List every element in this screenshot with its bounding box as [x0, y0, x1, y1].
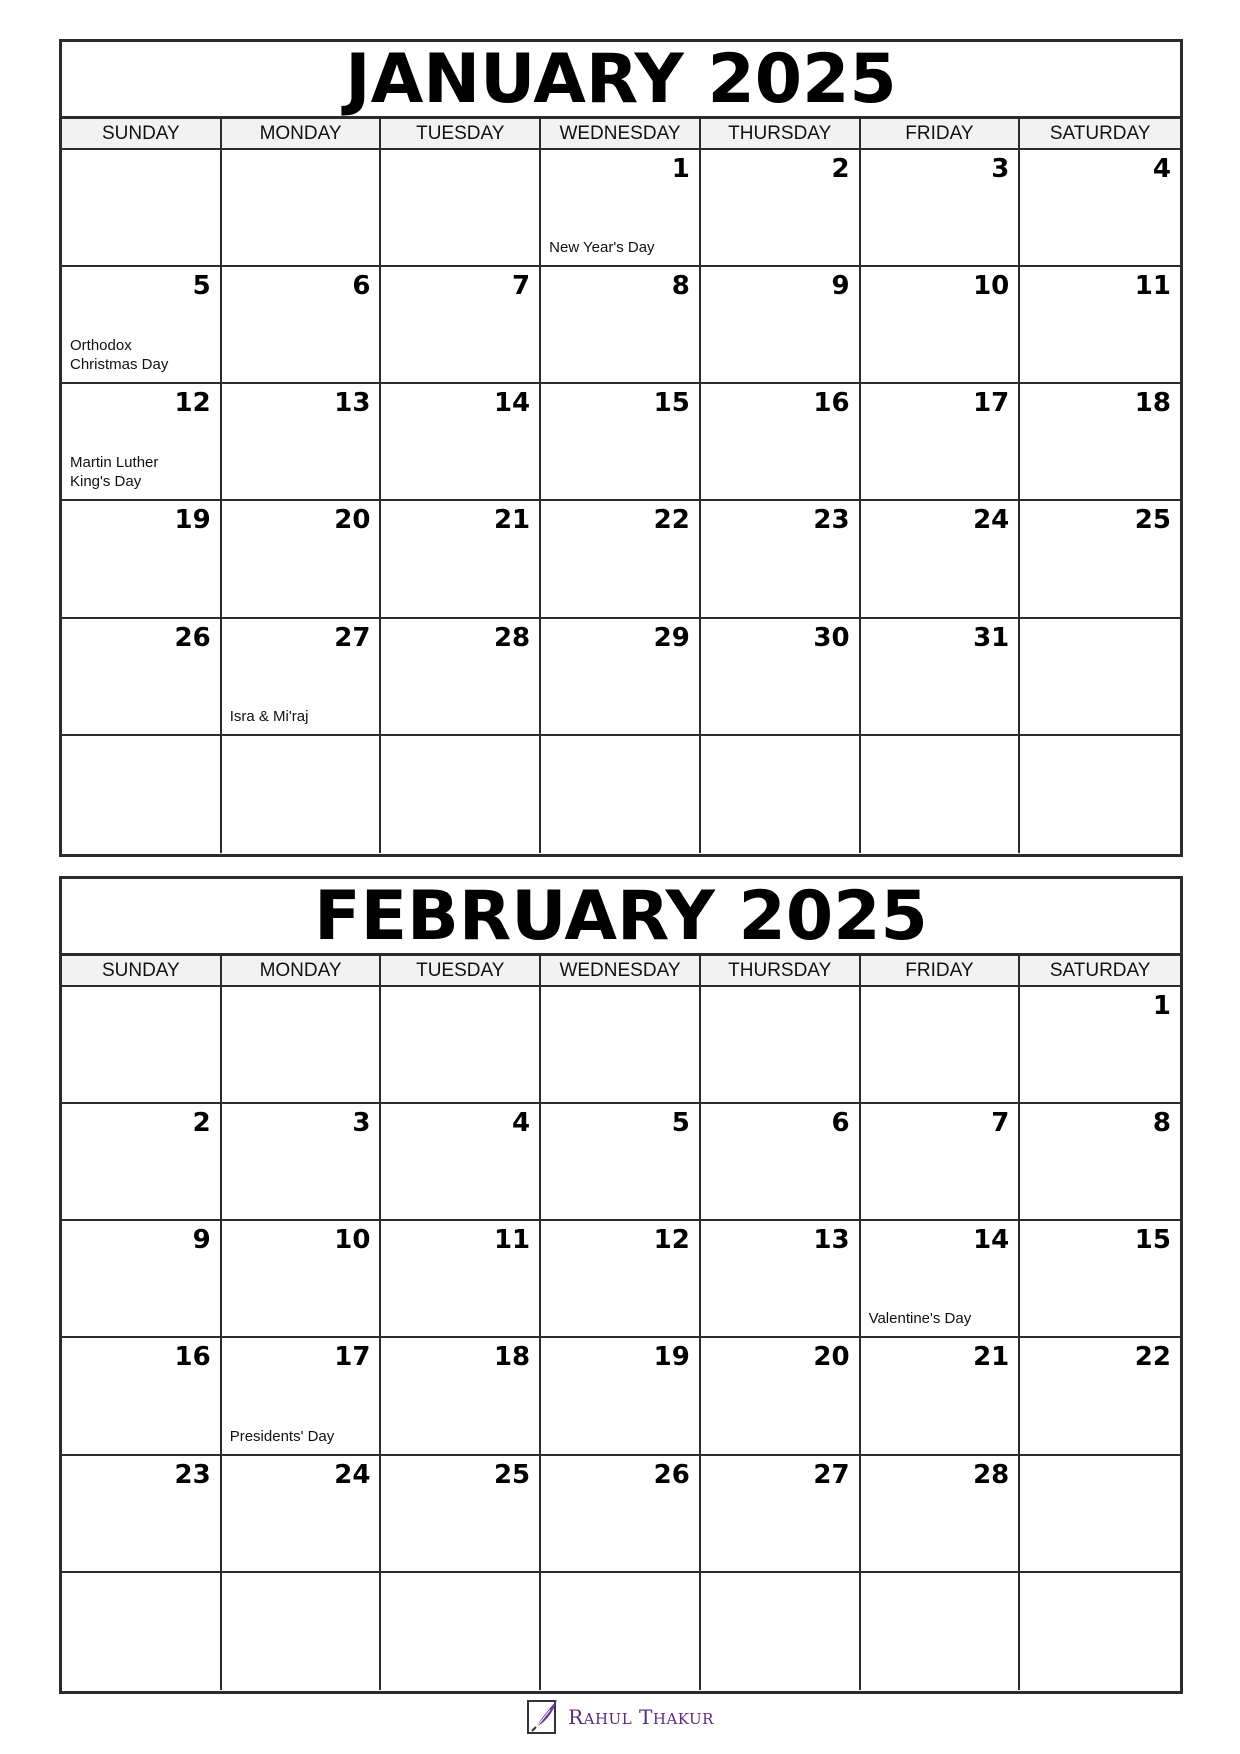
day-cell: [861, 1338, 1021, 1455]
day-cell: [541, 1221, 701, 1338]
day-number: 17: [334, 1342, 371, 1373]
day-number: 11: [1134, 271, 1171, 302]
empty-day-cell: [1020, 1456, 1180, 1573]
day-cell: [701, 384, 861, 501]
day-grid: [62, 150, 1180, 853]
day-cell: [1020, 1221, 1180, 1338]
day-number: 10: [973, 271, 1010, 302]
empty-day-cell: [861, 1573, 1021, 1690]
day-cell: [701, 1338, 861, 1455]
day-number: 18: [493, 1342, 531, 1373]
day-number: 27: [334, 622, 371, 653]
weekday-thursday: THURSDAY: [701, 119, 861, 148]
empty-day-cell: [381, 987, 541, 1104]
day-number: 28: [973, 1459, 1010, 1490]
day-number: 23: [813, 505, 850, 536]
day-cell: [861, 501, 1021, 618]
day-number: 8: [671, 271, 690, 302]
day-cell: [861, 1104, 1021, 1221]
day-number: 13: [334, 388, 371, 419]
empty-day-cell: [541, 987, 701, 1104]
day-number: 3: [352, 1108, 371, 1139]
holiday-label: Isra & Mi'raj: [229, 707, 309, 725]
empty-day-cell: [1020, 1573, 1180, 1690]
holiday-label: Martin Luther King's Day: [70, 454, 159, 491]
empty-day-cell: [1020, 619, 1180, 736]
day-cell: [701, 267, 861, 384]
day-number: 20: [334, 505, 371, 536]
day-cell: [381, 1221, 541, 1338]
day-number: 8: [1152, 1108, 1171, 1139]
day-cell: [222, 1456, 382, 1573]
day-cell: [701, 150, 861, 267]
empty-day-cell: [381, 736, 541, 853]
day-cell: [541, 619, 701, 736]
holiday-label: New Year's Day: [549, 239, 655, 257]
day-number: 19: [653, 1342, 690, 1373]
day-number: 30: [813, 622, 850, 653]
day-cell: [222, 501, 382, 618]
empty-day-cell: [62, 736, 222, 853]
weekday-thursday: THURSDAY: [701, 956, 861, 985]
day-cell: [861, 1221, 1021, 1338]
day-cell: [701, 1104, 861, 1221]
brand-name: [568, 1705, 714, 1729]
day-cell: [1020, 1338, 1180, 1455]
day-number: 10: [334, 1225, 371, 1256]
day-number: 9: [831, 271, 850, 302]
empty-day-cell: [222, 736, 382, 853]
day-number: 5: [192, 271, 211, 302]
day-number: 2: [192, 1108, 211, 1139]
day-cell: [541, 384, 701, 501]
empty-day-cell: [701, 987, 861, 1104]
empty-day-cell: [62, 987, 222, 1104]
day-number: 21: [493, 505, 531, 536]
holiday-label: Orthodox Christmas Day: [70, 337, 169, 374]
day-number: 15: [1134, 1225, 1171, 1256]
weekday-monday: MONDAY: [222, 119, 382, 148]
day-cell: [62, 1338, 222, 1455]
weekday-sunday: SUNDAY: [62, 119, 222, 148]
day-cell: [701, 1221, 861, 1338]
day-number: 20: [813, 1342, 850, 1373]
day-cell: [222, 1221, 382, 1338]
day-cell: [222, 1338, 382, 1455]
weekday-wednesday: WEDNESDAY: [541, 956, 701, 985]
holiday-label: Presidents' Day: [229, 1427, 335, 1445]
day-cell: [541, 1104, 701, 1221]
day-cell: [381, 501, 541, 618]
empty-day-cell: [381, 1573, 541, 1690]
day-cell: [62, 1221, 222, 1338]
day-cell: [381, 384, 541, 501]
empty-day-cell: [701, 1573, 861, 1690]
day-number: 16: [813, 388, 850, 419]
day-cell: [381, 1104, 541, 1221]
day-cell: [541, 1338, 701, 1455]
weekday-tuesday: TUESDAY: [381, 119, 541, 148]
day-cell: [222, 1104, 382, 1221]
day-cell: [861, 267, 1021, 384]
day-cell: [1020, 501, 1180, 618]
weekday-friday: FRIDAY: [861, 956, 1021, 985]
day-cell: [62, 1456, 222, 1573]
day-number: 13: [813, 1225, 850, 1256]
brand-footer: [0, 1697, 1240, 1737]
weekday-wednesday: WEDNESDAY: [541, 119, 701, 148]
day-number: 15: [653, 388, 690, 419]
day-cell: [1020, 987, 1180, 1104]
day-number: 23: [174, 1459, 211, 1490]
day-number: 12: [174, 388, 211, 419]
day-cell: [62, 384, 222, 501]
day-number: 25: [493, 1459, 531, 1490]
empty-day-cell: [861, 987, 1021, 1104]
day-number: 22: [1134, 1342, 1171, 1373]
day-cell: [861, 1456, 1021, 1573]
day-number: 24: [334, 1459, 371, 1490]
day-cell: [541, 501, 701, 618]
empty-day-cell: [222, 987, 382, 1104]
calendar-february: [59, 876, 1183, 1694]
day-number: 19: [174, 505, 211, 536]
day-cell: [381, 1456, 541, 1573]
empty-day-cell: [701, 736, 861, 853]
day-number: 6: [352, 271, 371, 302]
day-grid: [62, 987, 1180, 1690]
day-number: 31: [973, 622, 1010, 653]
day-number: 17: [973, 388, 1010, 419]
day-cell: [861, 150, 1021, 267]
day-number: 25: [1134, 505, 1171, 536]
day-number: 1: [671, 154, 690, 184]
day-number: 7: [991, 1108, 1010, 1139]
day-cell: [1020, 384, 1180, 501]
weekday-saturday: SATURDAY: [1049, 122, 1151, 144]
empty-day-cell: [541, 1573, 701, 1690]
day-cell: [701, 501, 861, 618]
day-number: 2: [831, 154, 850, 184]
day-cell: [381, 267, 541, 384]
month-title: JANUARY 2025: [62, 42, 1180, 119]
day-number: 21: [973, 1342, 1010, 1373]
weekday-sunday: SUNDAY: [62, 956, 222, 985]
weekday-header-row: [62, 956, 1180, 987]
day-number: 4: [1152, 154, 1171, 184]
empty-day-cell: [861, 736, 1021, 853]
day-number: 16: [174, 1342, 211, 1373]
weekday-tuesday: TUESDAY: [381, 956, 541, 985]
day-cell: [701, 1456, 861, 1573]
day-cell: [222, 267, 382, 384]
empty-day-cell: [541, 736, 701, 853]
day-cell: [62, 1104, 222, 1221]
day-cell: [62, 501, 222, 618]
day-number: 26: [174, 622, 211, 653]
day-cell: [541, 1456, 701, 1573]
quill-feather-icon: [526, 1698, 560, 1736]
day-number: 1: [1152, 991, 1171, 1021]
day-number: 4: [512, 1108, 531, 1139]
month-title: FEBRUARY 2025: [62, 879, 1180, 956]
day-number: 14: [493, 388, 531, 419]
day-cell: [222, 619, 382, 736]
day-number: 18: [1134, 388, 1171, 419]
day-number: 28: [493, 622, 531, 653]
weekday-saturday: SATURDAY: [1049, 959, 1151, 981]
day-number: 9: [192, 1225, 211, 1256]
day-cell: [861, 619, 1021, 736]
day-number: 3: [991, 154, 1010, 184]
empty-day-cell: [381, 150, 541, 267]
day-cell: [222, 384, 382, 501]
day-number: 12: [653, 1225, 690, 1256]
day-number: 24: [973, 505, 1010, 536]
day-cell: [62, 267, 222, 384]
day-cell: [701, 619, 861, 736]
empty-day-cell: [222, 1573, 382, 1690]
brand-name-text: RAHUL THAKUR: [568, 1705, 714, 1729]
day-cell: [861, 384, 1021, 501]
holiday-label: Valentine's Day: [868, 1310, 972, 1328]
day-number: 11: [493, 1225, 531, 1256]
day-cell: [1020, 267, 1180, 384]
day-cell: [381, 619, 541, 736]
day-cell: [381, 1338, 541, 1455]
day-number: 7: [512, 271, 531, 302]
weekday-monday: MONDAY: [222, 956, 382, 985]
day-cell: [541, 150, 701, 267]
weekday-header-row: [62, 119, 1180, 150]
calendar-january: [59, 39, 1183, 857]
day-number: 22: [653, 505, 690, 536]
day-number: 6: [831, 1108, 850, 1139]
day-cell: [1020, 150, 1180, 267]
empty-day-cell: [1020, 736, 1180, 853]
weekday-friday: FRIDAY: [861, 119, 1021, 148]
empty-day-cell: [222, 150, 382, 267]
day-number: 5: [671, 1108, 690, 1139]
day-cell: [1020, 1104, 1180, 1221]
day-cell: [541, 267, 701, 384]
day-cell: [62, 619, 222, 736]
empty-day-cell: [62, 1573, 222, 1690]
day-number: 14: [973, 1225, 1010, 1256]
day-number: 29: [653, 622, 690, 653]
day-number: 26: [653, 1459, 690, 1490]
day-number: 27: [813, 1459, 850, 1490]
empty-day-cell: [62, 150, 222, 267]
